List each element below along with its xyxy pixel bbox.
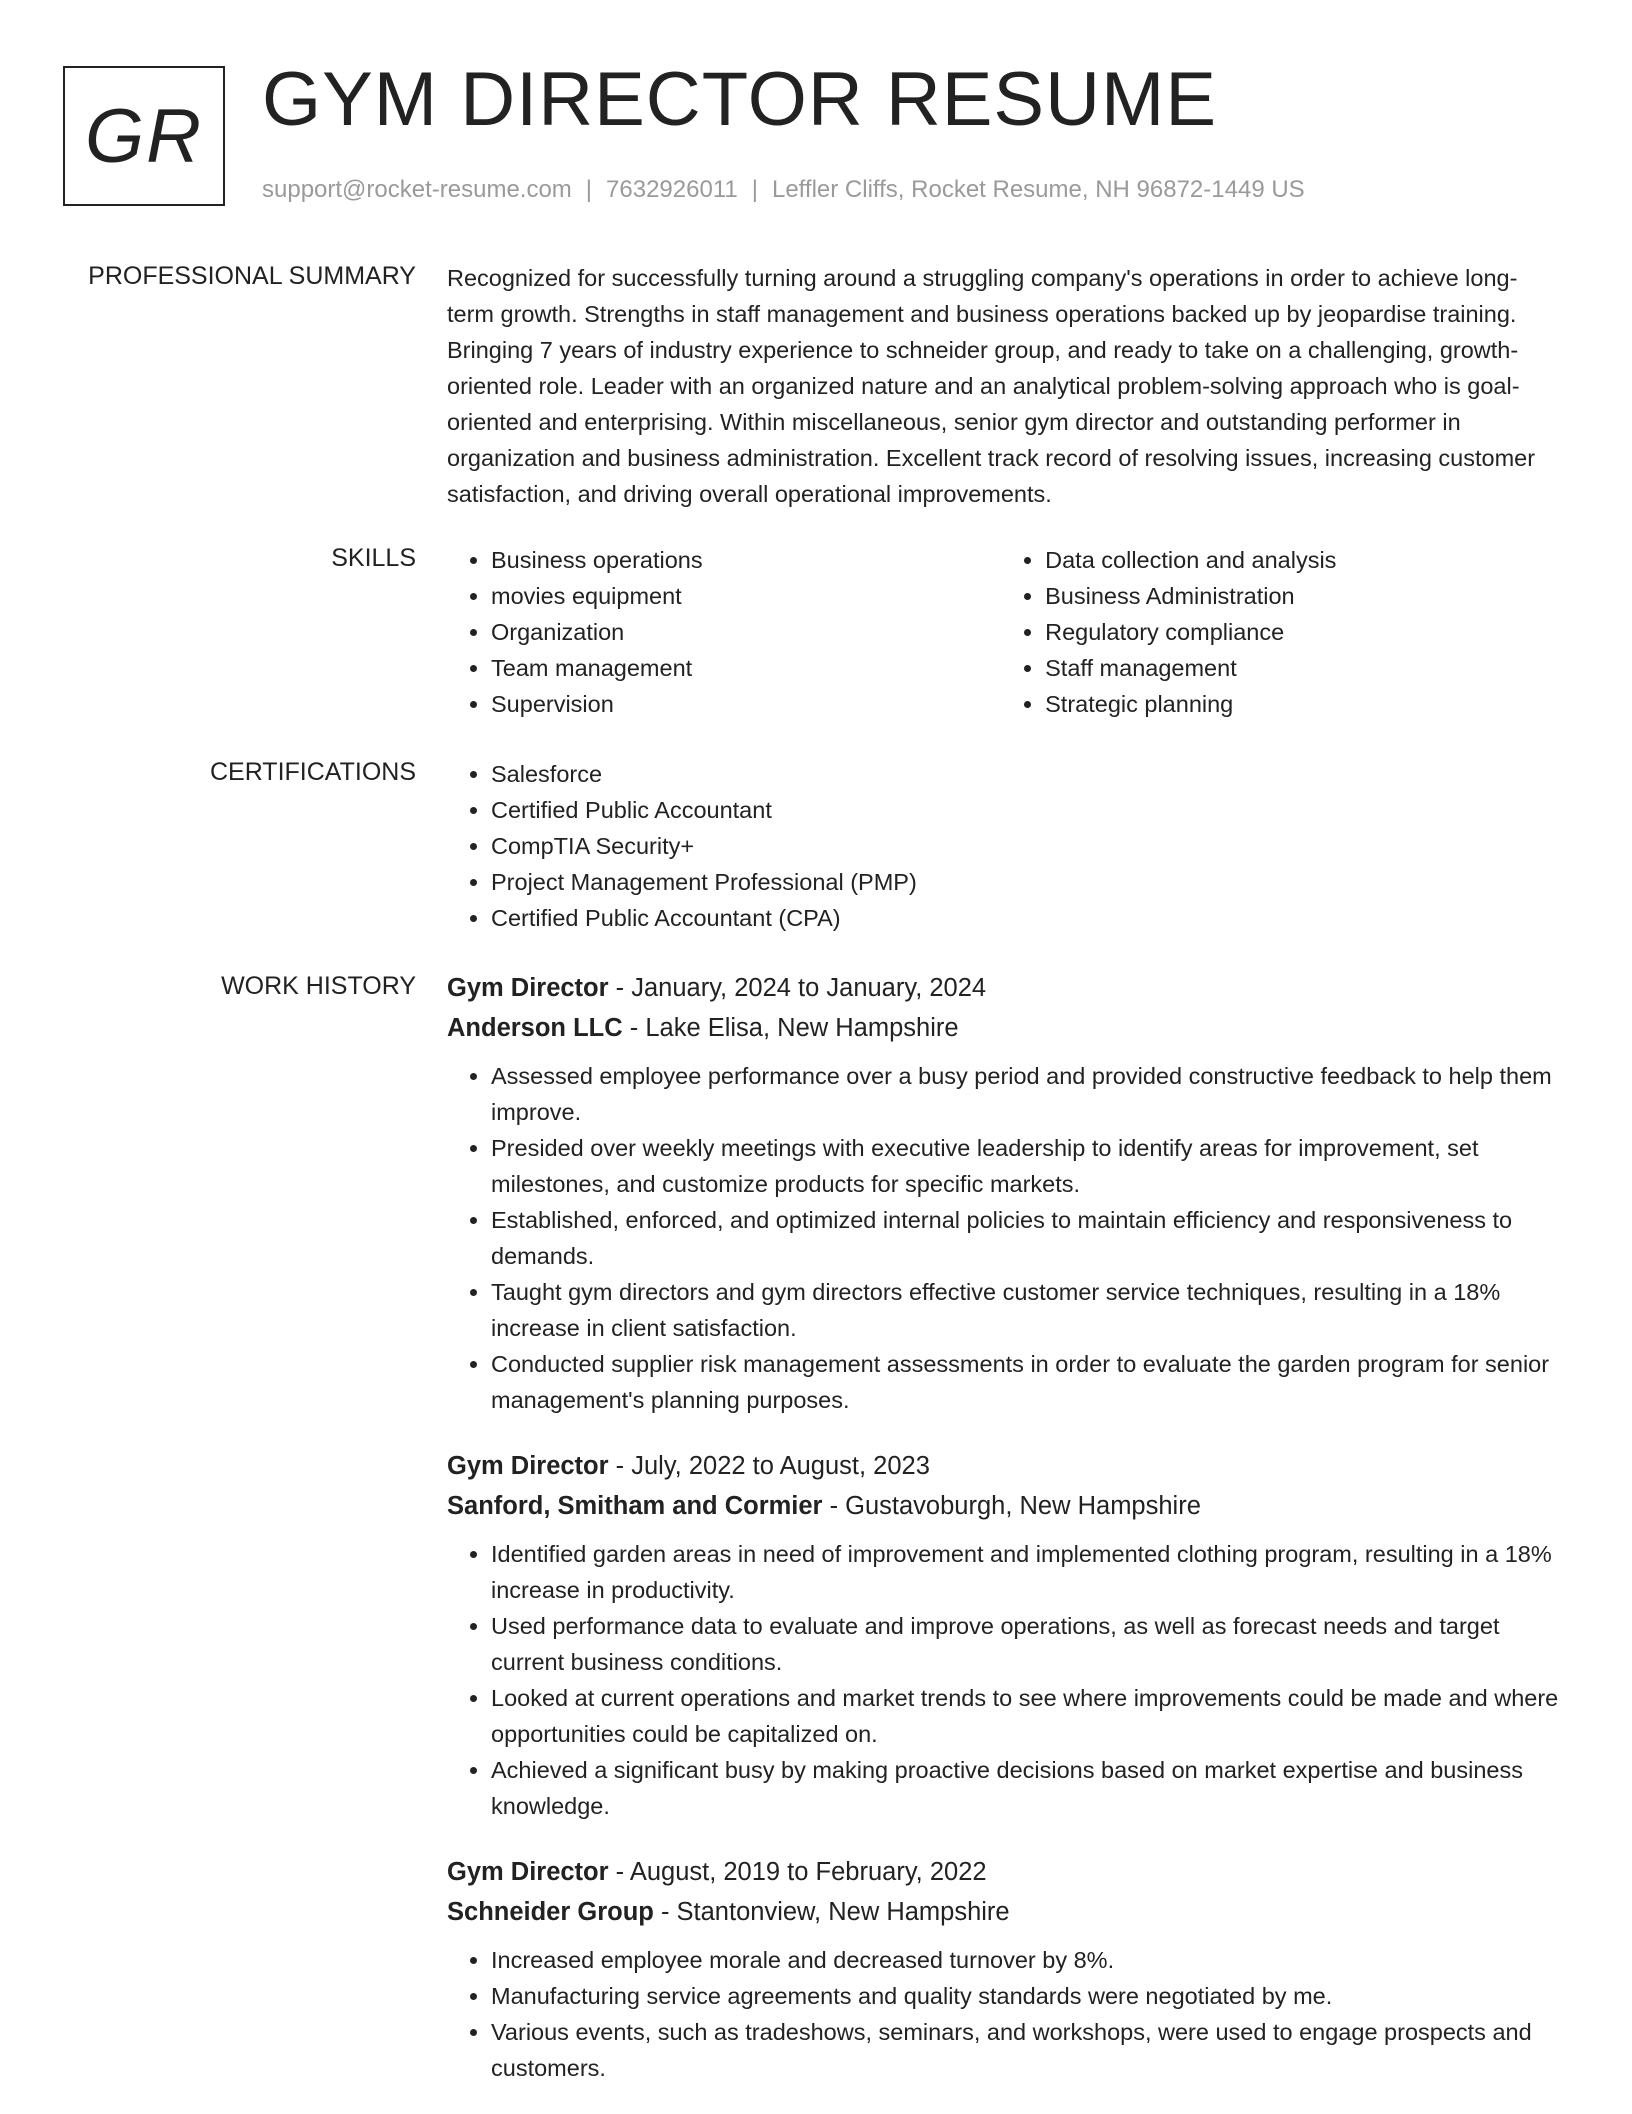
job-bullets — [447, 1536, 1562, 1824]
job-company-line — [447, 1008, 1562, 1048]
job-location: - Lake Elisa, New Hampshire — [622, 1014, 959, 1042]
skills-grid — [447, 542, 1562, 722]
separator: | — [585, 176, 593, 203]
section-label: PROFESSIONAL SUMMARY — [88, 262, 416, 290]
page-title: GYM DIRECTOR RESUME — [262, 57, 1218, 142]
job-bullet: • Identified garden areas in need of improvement and implemented clothing program, resulting in a 18% increase in productivity. — [491, 1536, 1562, 1608]
skill-item: • Regulatory compliance — [1045, 614, 1562, 650]
certifications-list — [447, 756, 1562, 936]
address-text: Leffler Cliffs, Rocket Resume, NH 96872-1449 US — [771, 176, 1305, 203]
job-title-line — [447, 968, 1562, 1008]
skill-item: • movies equipment — [491, 578, 957, 614]
job-company: Anderson LLC — [447, 1014, 623, 1042]
job-company: Schneider Group — [447, 1898, 654, 1926]
skills-list-left — [447, 542, 957, 722]
certification-item: • Project Management Professional (PMP) — [491, 864, 1562, 900]
certification-item: • Salesforce — [491, 756, 1562, 792]
skill-item: • Organization — [491, 614, 957, 650]
job-dates: - August, 2019 to February, 2022 — [608, 1858, 987, 1886]
job-company-line — [447, 1486, 1562, 1526]
skill-item: • Strategic planning — [1045, 686, 1562, 722]
job-bullet: • Used performance data to evaluate and improve operations, as well as forecast needs and target current business conditions. — [491, 1608, 1562, 1680]
job-bullet: • Looked at current operations and market trends to see where improvements could be made and where opportunities could be capitalized on. — [491, 1680, 1562, 1752]
job-bullet: • Assessed employee performance over a busy period and provided constructive feedback to help them improve. — [491, 1058, 1562, 1130]
job-location: - Gustavoburgh, New Hampshire — [822, 1492, 1201, 1520]
job-bullet: • Various events, such as tradeshows, seminars, and workshops, were used to engage prospects and customers. — [491, 2014, 1562, 2086]
summary-text: Recognized for successfully turning around a struggling company's operations in order to achieve long-term growth. Strengths in staff management and business operations backed up by jeopardise training. Bringing 7 years of industry experience to schneider group, and ready to take on a challenging, growth-oriented role. Leader with an organized nature and an analytical problem-solving approach who is goal-oriented and enterprising. Within miscellaneous, senior gym director and outstanding performer in organization and business administration. Excellent track record of resolving issues, increasing customer satisfaction, and driving overall operational improvements. — [447, 265, 1536, 507]
phone-text[interactable]: 7632926011 — [606, 176, 738, 203]
certification-item: • CompTIA Security+ — [491, 828, 1562, 864]
job-bullet: • Taught gym directors and gym directors effective customer service techniques, resulting in a 18% increase in client satisfaction. — [491, 1274, 1562, 1346]
skill-item: • Staff management — [1045, 650, 1562, 686]
job-entry — [447, 1446, 1562, 1824]
section-label: CERTIFICATIONS — [209, 758, 416, 786]
job-bullet: • Increased employee morale and decreased turnover by 8%. — [491, 1942, 1562, 1978]
job-entry — [447, 968, 1562, 1418]
skill-item: • Data collection and analysis — [1045, 542, 1562, 578]
skills-list-right — [1001, 542, 1562, 722]
job-title: Gym Director — [447, 1452, 609, 1480]
skill-item: • Team management — [491, 650, 957, 686]
section-label: SKILLS — [331, 544, 416, 572]
certifications-body — [447, 756, 1562, 936]
job-bullet: • Manufacturing service agreements and quality standards were negotiated by me. — [491, 1978, 1562, 2014]
job-company-line — [447, 1892, 1562, 1932]
job-bullets — [447, 1942, 1562, 2086]
skill-item: • Business operations — [491, 542, 957, 578]
skill-item: • Business Administration — [1045, 578, 1562, 614]
job-company: Sanford, Smitham and Cormier — [447, 1492, 823, 1520]
job-bullet: • Achieved a significant busy by making proactive decisions based on market expertise and business knowledge. — [491, 1752, 1562, 1824]
job-location: - Stantonview, New Hampshire — [653, 1898, 1010, 1926]
separator: | — [751, 176, 758, 203]
job-title-line — [447, 1446, 1562, 1486]
certification-item: • Certified Public Accountant (CPA) — [491, 900, 1562, 936]
job-title: Gym Director — [447, 1858, 609, 1886]
job-entry — [447, 1852, 1562, 2086]
skill-item: • Supervision — [491, 686, 957, 722]
job-dates: - January, 2024 to January, 2024 — [608, 974, 987, 1002]
section-label: WORK HISTORY — [221, 972, 416, 1000]
job-dates: - July, 2022 to August, 2023 — [608, 1452, 930, 1480]
job-bullets — [447, 1058, 1562, 1418]
job-bullet: • Presided over weekly meetings with executive leadership to identify areas for improvement, set milestones, and customize products for specific markets. — [491, 1130, 1562, 1202]
work-history-body — [447, 968, 1562, 2114]
job-title-line — [447, 1852, 1562, 1892]
job-bullet: • Conducted supplier risk management assessments in order to evaluate the garden program for senior management's planning purposes. — [491, 1346, 1562, 1418]
email-text[interactable]: support@rocket-resume.com — [262, 176, 572, 203]
monogram: GR — [63, 66, 225, 206]
job-title: Gym Director — [447, 974, 609, 1002]
job-bullet: • Established, enforced, and optimized internal policies to maintain efficiency and responsiveness to demands. — [491, 1202, 1562, 1274]
contact-line — [262, 176, 1305, 204]
certification-item: • Certified Public Accountant — [491, 792, 1562, 828]
